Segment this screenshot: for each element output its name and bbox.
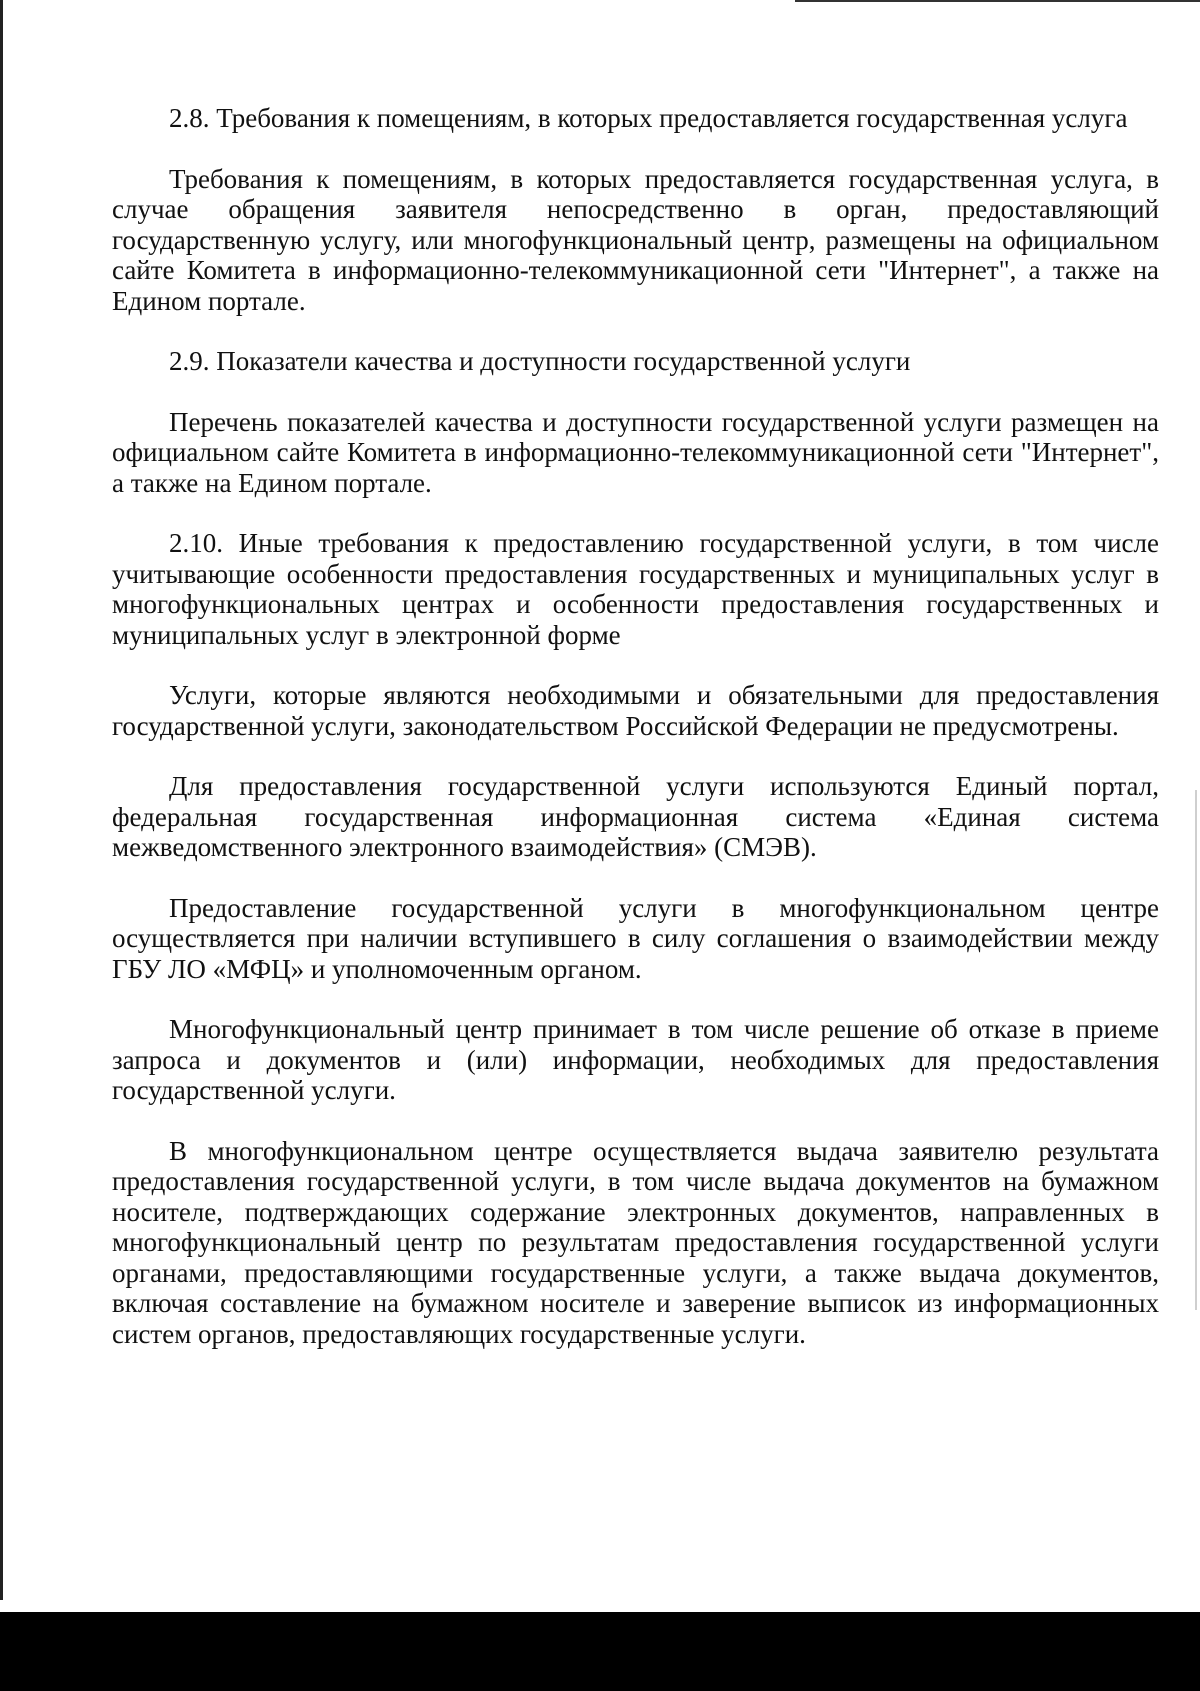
scan-top-rule	[795, 0, 1200, 2]
section-2-9-heading: 2.9. Показатели качества и доступности государственной услуги	[169, 346, 911, 376]
section-2-10-paragraph-4: Многофункциональный центр принимает в том числе решение об отказе в приеме запроса и документов и (или) информации, необходимых для предоставления государственной услуги.	[112, 1014, 1159, 1105]
section-2-8-text: Требования к помещениям, в которых предоставляется государственная услуга, в случае обращения заявителя непосредственно в орган, предоставляющий государственную услугу, или многофункциональный центр, размещены на официальном сайте Комитета в информационно-телекоммуникационной сети "Интернет", а также на Едином портале.	[112, 163, 1159, 316]
document-body	[112, 103, 1159, 1379]
section-2-10-paragraph-3: Предоставление государственной услуги в многофункциональном центре осуществляется при наличии вступившего в силу соглашения о взаимодействии между ГБУ ЛО «МФЦ» и уполномоченным органом.	[112, 892, 1159, 984]
section-2-10-paragraph-1: Услуги, которые являются необходимыми и обязательными для предоставления государственной услуги, законодательством Российской Федерации не предусмотрены.	[112, 680, 1159, 741]
section-2-10-paragraph-2: Для предоставления государственной услуги используются Единый портал, федеральная государственная информационная система «Единая система межведомственного электронного взаимодействия» (СМЭВ).	[112, 771, 1159, 862]
scan-bottom-bar	[0, 1612, 1200, 1691]
scan-left-border	[0, 0, 3, 1600]
section-2-10-paragraph-5: В многофункциональном центре осуществляется выдача заявителю результата предоставления государственной услуги, в том числе выдача документов на бумажном носителе, подтверждающих содержание электронных документов, направленных в многофункциональный центр по результатам предоставления государственной услуги органами, предоставляющими государственные услуги, а также выдача документов, включая составление на бумажном носителе и заверение выписок из информационных систем органов, предоставляющих государственные услуги.	[112, 1135, 1159, 1349]
section-2-9-text: Перечень показателей качества и доступности государственной услуги размещен на официальном сайте Комитета в информационно-телекоммуникационной сети "Интернет", а также на Едином портале.	[112, 406, 1159, 498]
section-2-10-heading: 2.10. Иные требования к предоставлению государственной услуги, в том числе учитывающие особенности предоставления государственных и муниципальных услуг в многофункциональных центрах и особенности предоставления государственных и муниципальных услуг в электронной форме	[112, 528, 1159, 650]
section-2-8-heading: 2.8. Требования к помещениям, в которых предоставляется государственная услуга	[169, 103, 1128, 133]
scan-right-mark	[1195, 790, 1197, 1310]
